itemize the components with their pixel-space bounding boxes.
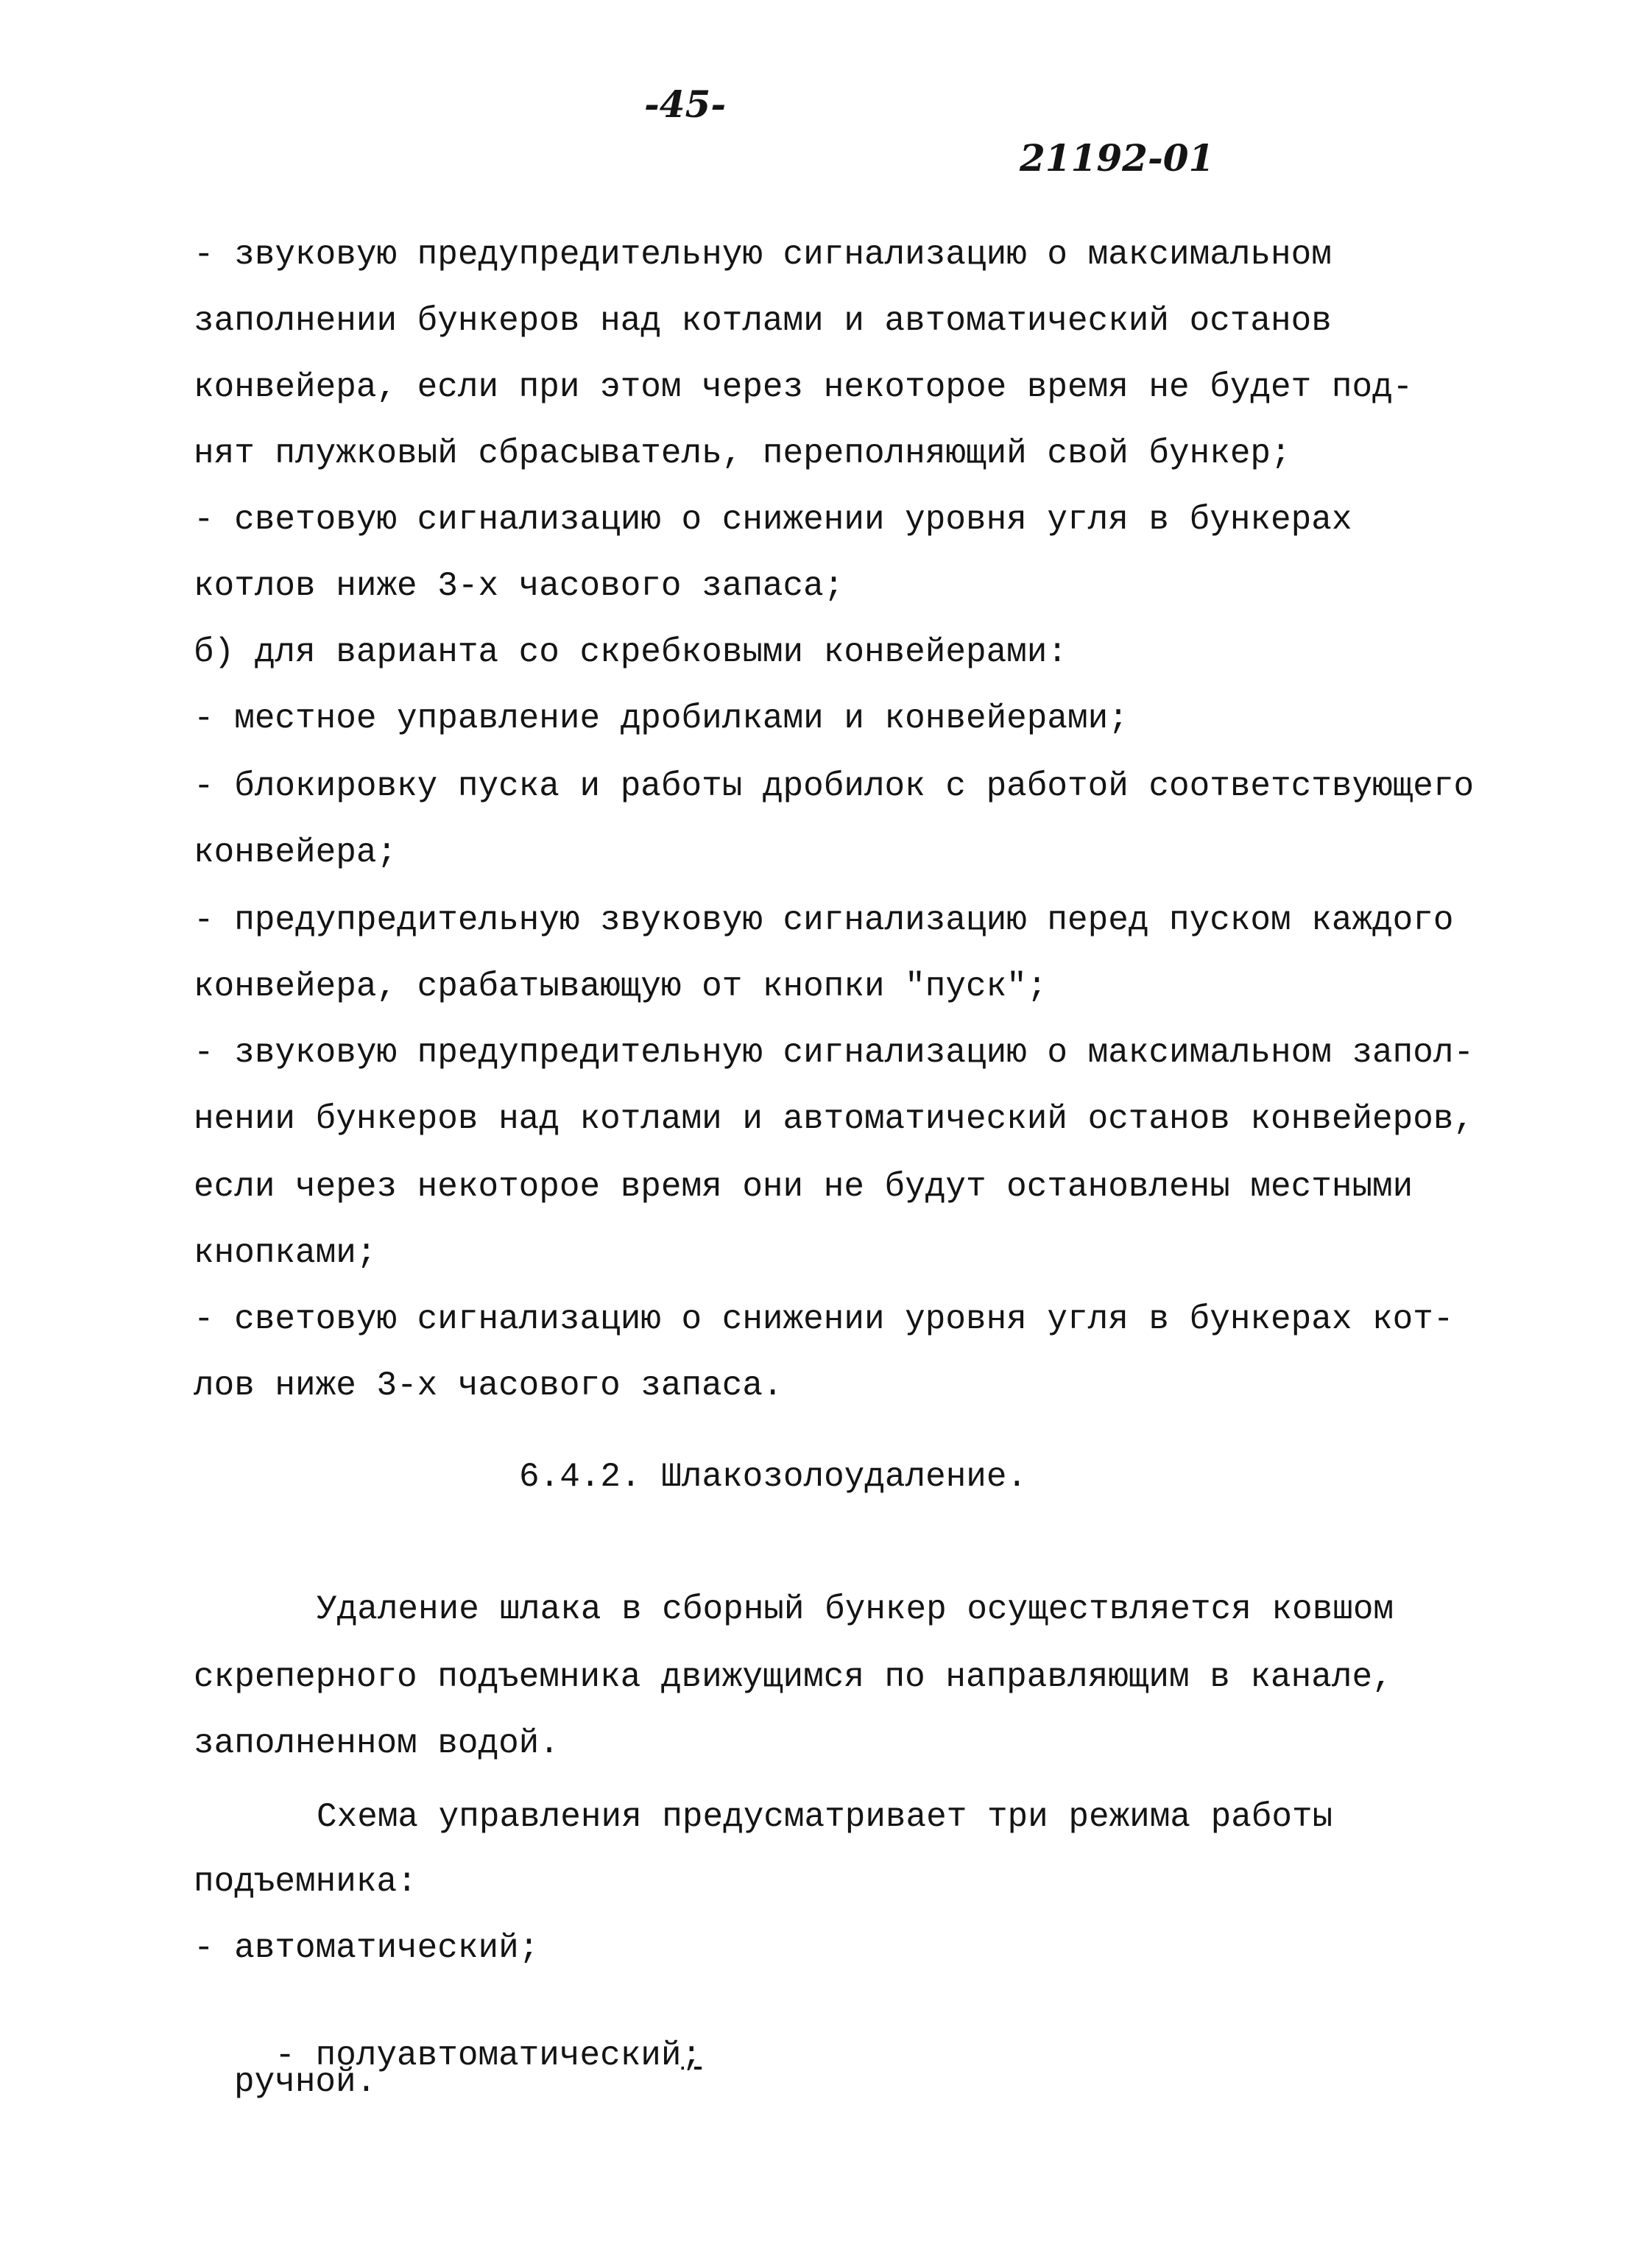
text-line: - звуковую предупредительную сигнализацию о максимальном: [194, 236, 1332, 274]
text-line: - блокировку пуска и работы дробилок с работой соответствующего: [194, 767, 1475, 805]
text-line: - предупредительную звуковую сигнализацию перед пуском каждого: [194, 901, 1454, 939]
document-code: 21192-01: [1020, 136, 1215, 180]
text-line: конвейера;: [194, 833, 398, 872]
mode-item-manual: ручной.: [234, 2063, 377, 2101]
section-heading: 6.4.2. Шлакозолоудаление.: [519, 1458, 1028, 1496]
text-line: нят плужковый сбрасыватель, переполняющий свой бункер;: [194, 434, 1291, 473]
paragraph-line: скреперного подъемника движущимся по направляющим в канале,: [194, 1658, 1393, 1696]
mode-item-auto: - автоматический;: [194, 1929, 540, 1967]
text-line: если через некоторое время они не будут остановлены местными: [194, 1168, 1413, 1206]
text-line: - световую сигнализацию о снижении уровня угля в бункерах: [194, 501, 1352, 539]
text-line: б) для варианта со скребковыми конвейерами:: [194, 633, 1067, 671]
text-line: заполнении бункеров над котлами и автоматический останов: [194, 302, 1332, 340]
page-number: -45-: [644, 82, 727, 126]
text-line: - звуковую предупредительную сигнализацию о максимальном запол-: [194, 1034, 1475, 1072]
text-line: нении бункеров над котлами и автоматический останов конвейеров,: [194, 1100, 1475, 1138]
mode-item-semi-auto-end: ;: [681, 2036, 702, 2075]
text-line: конвейера, срабатывающую от кнопки "пуск";: [194, 967, 1048, 1006]
paragraph-line: подъемника:: [194, 1863, 417, 1901]
text-line: котлов ниже 3-х часового запаса;: [194, 567, 844, 605]
text-line: - местное управление дробилками и конвейерами;: [194, 699, 1129, 738]
text-line: кнопками;: [194, 1234, 377, 1272]
paragraph-line: Удаление шлака в сборный бункер осуществляется ковшом: [317, 1590, 1394, 1629]
text-line: лов ниже 3-х часового запаса.: [194, 1366, 783, 1405]
paragraph-line: заполненном водой.: [194, 1724, 560, 1763]
mode-item-semi-auto-text: - полуавтоматический: [275, 2036, 682, 2075]
text-line: конвейера, если при этом через некоторое время не будет под-: [194, 368, 1413, 406]
text-line: - световую сигнализацию о снижении уровня угля в бункерах кот-: [194, 1300, 1454, 1338]
paragraph-line: Схема управления предусматривает три режима работы: [317, 1798, 1333, 1836]
